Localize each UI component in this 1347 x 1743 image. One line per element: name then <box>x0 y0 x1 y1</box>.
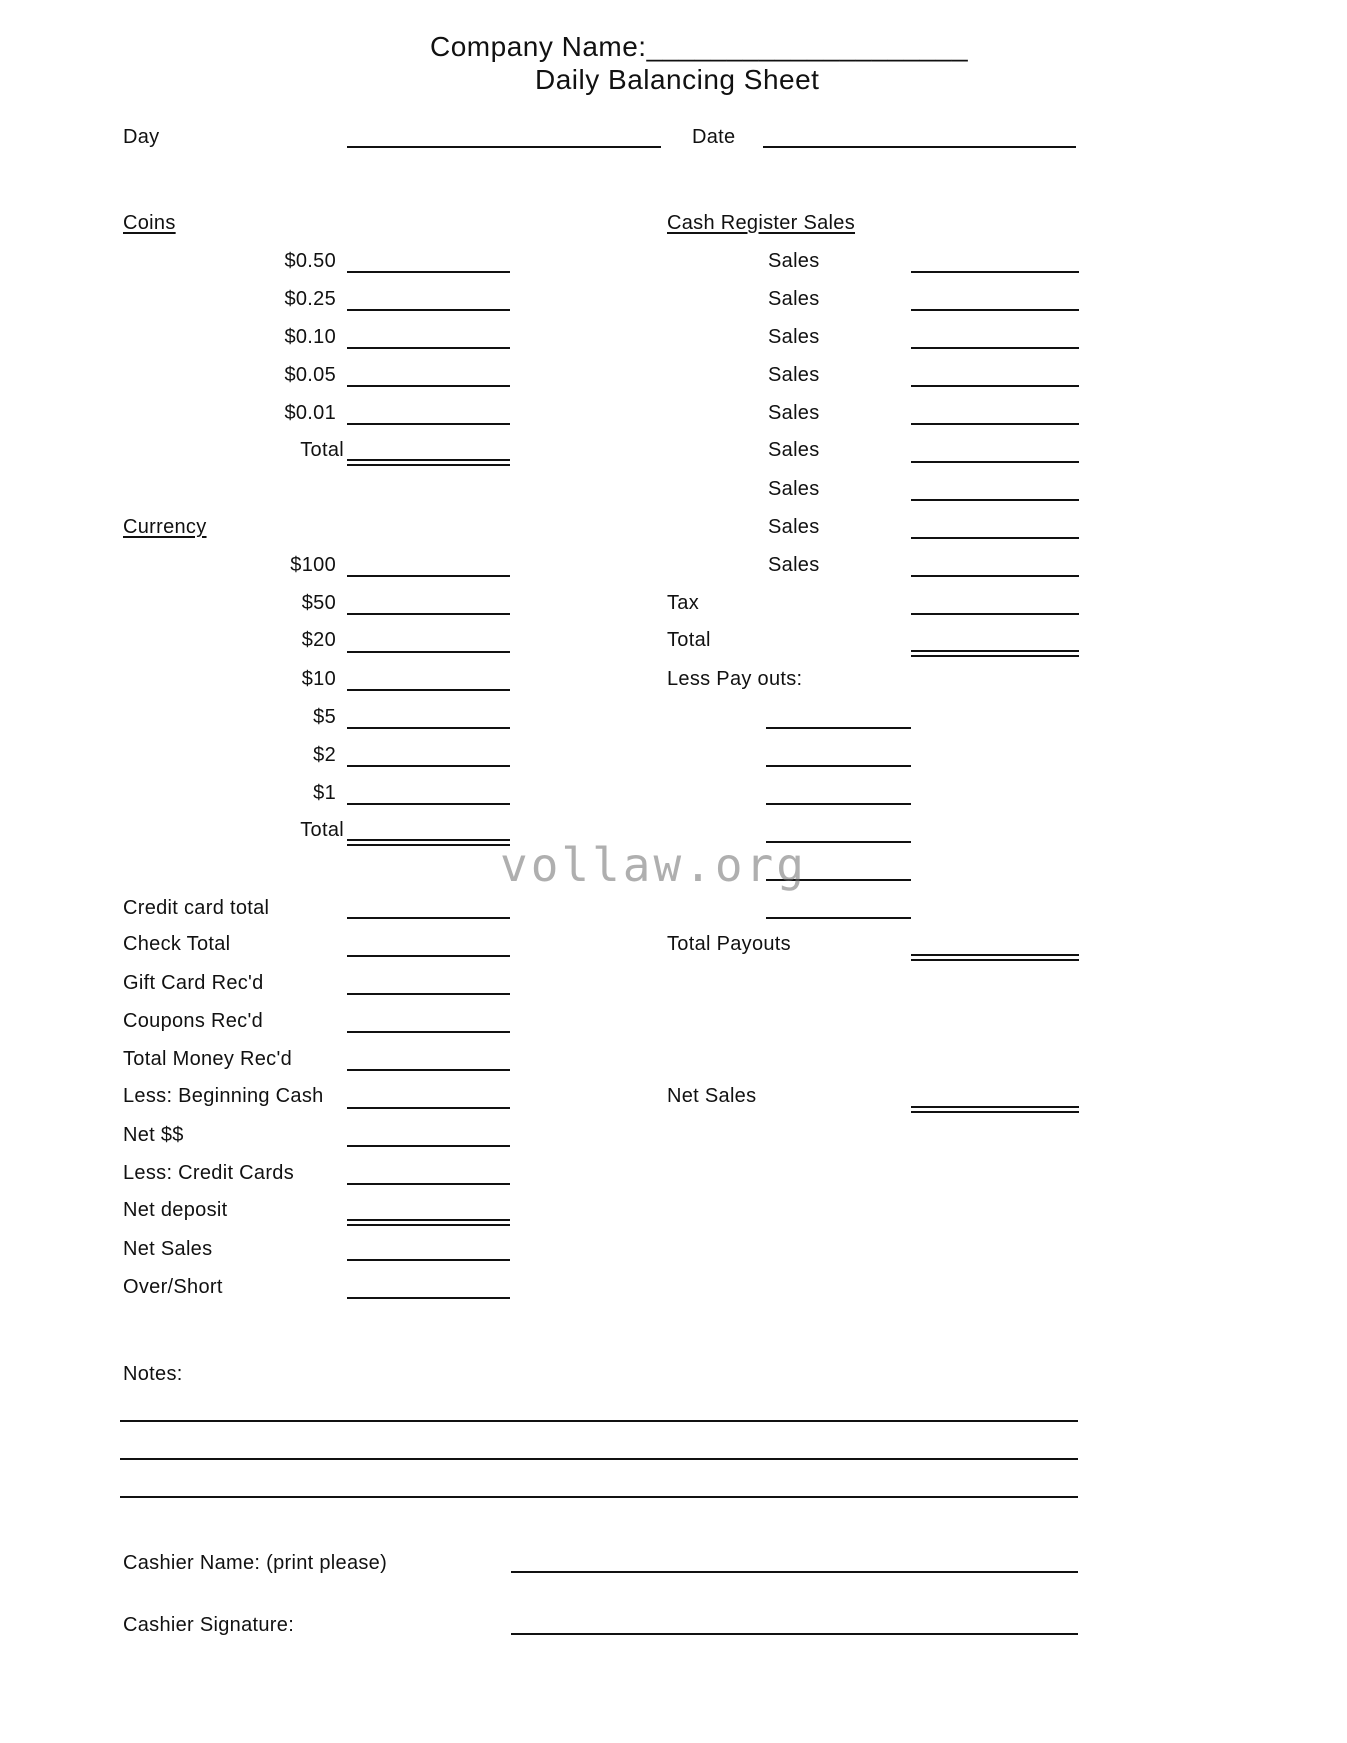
cashier-name-field[interactable] <box>511 1571 1078 1573</box>
payout-field[interactable] <box>766 765 911 767</box>
payout-field[interactable] <box>766 917 911 919</box>
currency-total-label: Total <box>300 819 344 841</box>
coin-label: $0.10 <box>284 326 336 348</box>
coin-field[interactable] <box>347 309 510 311</box>
currency-field[interactable] <box>347 651 510 653</box>
currency-heading: Currency <box>123 516 207 538</box>
sheet-title: Daily Balancing Sheet <box>535 64 820 95</box>
sales-label: Sales <box>768 478 820 500</box>
less-payouts-label: Less Pay outs: <box>667 668 803 690</box>
cashier-signature-field[interactable] <box>511 1633 1078 1635</box>
register-total-field[interactable] <box>911 650 1079 657</box>
notes-line[interactable] <box>120 1458 1078 1460</box>
notes-label: Notes: <box>123 1363 183 1385</box>
summary-field[interactable] <box>347 1107 510 1109</box>
summary-label: Total Money Rec'd <box>123 1048 292 1070</box>
tax-field[interactable] <box>911 613 1079 615</box>
currency-label: $50 <box>301 592 336 614</box>
currency-field[interactable] <box>347 803 510 805</box>
watermark: vollaw.org <box>500 838 807 892</box>
register-total-label: Total <box>667 629 711 651</box>
payout-field[interactable] <box>766 803 911 805</box>
summary-label: Over/Short <box>123 1276 223 1298</box>
sales-field[interactable] <box>911 423 1079 425</box>
net-sales-right-field[interactable] <box>911 1106 1079 1113</box>
sales-field[interactable] <box>911 461 1079 463</box>
coins-total-label: Total <box>300 439 344 461</box>
currency-label: $1 <box>313 782 336 804</box>
coin-field[interactable] <box>347 385 510 387</box>
summary-label: Check Total <box>123 933 231 955</box>
total-payouts-label: Total Payouts <box>667 933 791 955</box>
coins-heading: Coins <box>123 212 176 234</box>
sales-label: Sales <box>768 554 820 576</box>
sales-label: Sales <box>768 516 820 538</box>
currency-field[interactable] <box>347 765 510 767</box>
net-deposit-field[interactable] <box>347 1219 510 1226</box>
currency-label: $100 <box>290 554 336 576</box>
summary-field[interactable] <box>347 1183 510 1185</box>
currency-field[interactable] <box>347 689 510 691</box>
currency-field[interactable] <box>347 575 510 577</box>
sales-label: Sales <box>768 439 820 461</box>
currency-total-field[interactable] <box>347 839 510 846</box>
coin-label: $0.01 <box>284 402 336 424</box>
sales-label: Sales <box>768 402 820 424</box>
summary-label: Net $$ <box>123 1124 184 1146</box>
summary-field[interactable] <box>347 917 510 919</box>
summary-label: Gift Card Rec'd <box>123 972 264 994</box>
currency-field[interactable] <box>347 613 510 615</box>
total-payouts-field[interactable] <box>911 954 1079 961</box>
notes-line[interactable] <box>120 1496 1078 1498</box>
currency-label: $10 <box>301 668 336 690</box>
sales-label: Sales <box>768 364 820 386</box>
sales-field[interactable] <box>911 575 1079 577</box>
currency-label: $2 <box>313 744 336 766</box>
company-name: Company Name:____________________ <box>430 31 969 62</box>
cashier-name-label: Cashier Name: (print please) <box>123 1552 388 1574</box>
register-heading: Cash Register Sales <box>667 212 856 234</box>
currency-field[interactable] <box>347 727 510 729</box>
sales-field[interactable] <box>911 271 1079 273</box>
payout-field[interactable] <box>766 727 911 729</box>
coin-label: $0.05 <box>284 364 336 386</box>
sales-label: Sales <box>768 250 820 272</box>
summary-field[interactable] <box>347 1145 510 1147</box>
sales-field[interactable] <box>911 309 1079 311</box>
sales-field[interactable] <box>911 385 1079 387</box>
currency-label: $20 <box>301 629 336 651</box>
coins-total-field[interactable] <box>347 459 510 466</box>
day-field[interactable] <box>347 146 661 148</box>
date-label: Date <box>692 126 736 148</box>
summary-label: Coupons Rec'd <box>123 1010 264 1032</box>
coin-label: $0.50 <box>284 250 336 272</box>
sales-field[interactable] <box>911 499 1079 501</box>
sales-label: Sales <box>768 326 820 348</box>
summary-label: Net Sales <box>123 1238 213 1260</box>
sales-field[interactable] <box>911 537 1079 539</box>
summary-field[interactable] <box>347 955 510 957</box>
summary-label: Less: Credit Cards <box>123 1162 295 1184</box>
coin-field[interactable] <box>347 271 510 273</box>
sales-field[interactable] <box>911 347 1079 349</box>
summary-field[interactable] <box>347 1031 510 1033</box>
net-sales-right-label: Net Sales <box>667 1085 757 1107</box>
coin-field[interactable] <box>347 423 510 425</box>
summary-label: Net deposit <box>123 1199 228 1221</box>
summary-field[interactable] <box>347 993 510 995</box>
day-label: Day <box>123 126 160 148</box>
summary-label: Less: Beginning Cash <box>123 1085 324 1107</box>
summary-field[interactable] <box>347 1259 510 1261</box>
currency-label: $5 <box>313 706 336 728</box>
date-field[interactable] <box>763 146 1076 148</box>
summary-label: Credit card total <box>123 897 270 919</box>
notes-line[interactable] <box>120 1420 1078 1422</box>
coin-label: $0.25 <box>284 288 336 310</box>
summary-field[interactable] <box>347 1069 510 1071</box>
cashier-signature-label: Cashier Signature: <box>123 1614 295 1636</box>
tax-label: Tax <box>667 592 700 614</box>
sales-label: Sales <box>768 288 820 310</box>
summary-field[interactable] <box>347 1297 510 1299</box>
coin-field[interactable] <box>347 347 510 349</box>
